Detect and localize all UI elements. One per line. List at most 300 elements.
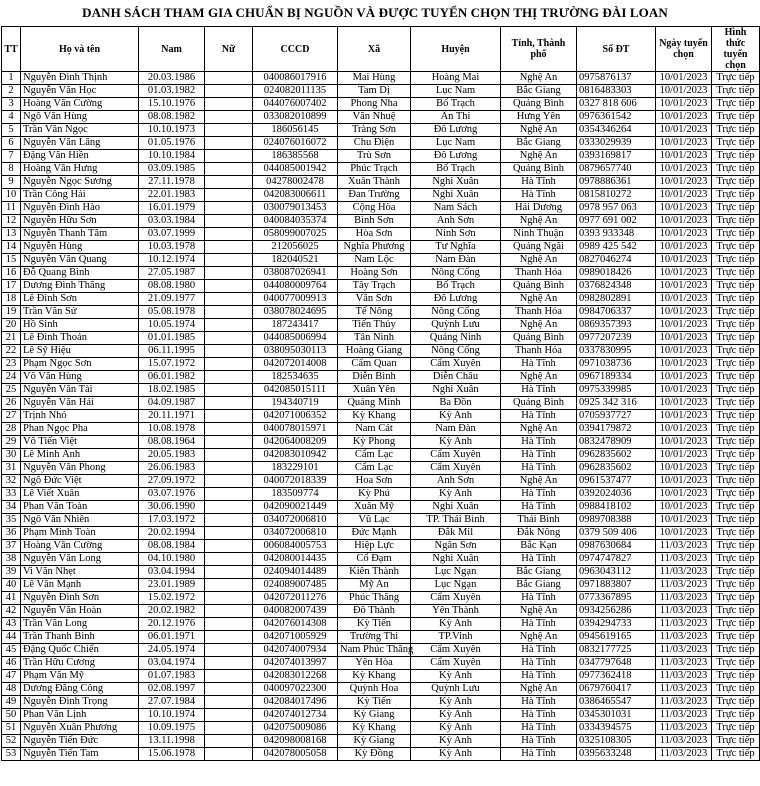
table-row xyxy=(2,501,760,514)
header-male: Nam xyxy=(139,27,205,72)
cell-phone: 0879657740 xyxy=(577,163,656,176)
cell-id-number: 040072018339 xyxy=(253,475,338,488)
cell-phone: 0961537477 xyxy=(577,475,656,488)
cell-id-number: 212056025 xyxy=(253,241,338,254)
table-row xyxy=(2,683,760,696)
cell-province: Nghệ An xyxy=(501,683,577,696)
cell-id-number: 038095030113 xyxy=(253,345,338,358)
cell-selection-method: Trực tiếp xyxy=(712,540,760,553)
table-row xyxy=(2,475,760,488)
cell-selection-date: 10/01/2023 xyxy=(656,423,712,436)
cell-phone: 0679760417 xyxy=(577,683,656,696)
cell-district: Yên Thành xyxy=(411,605,501,618)
cell-birthdate-female xyxy=(205,514,253,527)
cell-selection-date: 10/01/2023 xyxy=(656,254,712,267)
cell-selection-date: 10/01/2023 xyxy=(656,345,712,358)
table-row xyxy=(2,98,760,111)
cell-selection-date: 10/01/2023 xyxy=(656,189,712,202)
cell-selection-date: 10/01/2023 xyxy=(656,397,712,410)
cell-name: Trịnh Nhỏ xyxy=(21,410,139,423)
cell-birthdate-male: 27.09.1972 xyxy=(139,475,205,488)
cell-index: 37 xyxy=(2,540,21,553)
cell-name: Nguyễn Tiến Tam xyxy=(21,748,139,761)
cell-province: Bắc Giang xyxy=(501,85,577,98)
cell-phone: 0978 957 063 xyxy=(577,202,656,215)
cell-province: Nghệ An xyxy=(501,72,577,85)
cell-index: 27 xyxy=(2,410,21,423)
cell-commune: Quỳnh Hoa xyxy=(338,683,411,696)
cell-birthdate-male: 01.05.1976 xyxy=(139,137,205,150)
cell-index: 16 xyxy=(2,267,21,280)
cell-id-number: 042074012734 xyxy=(253,709,338,722)
cell-selection-date: 10/01/2023 xyxy=(656,449,712,462)
cell-district: Bố Trạch xyxy=(411,280,501,293)
cell-index: 10 xyxy=(2,189,21,202)
cell-selection-method: Trực tiếp xyxy=(712,553,760,566)
cell-selection-method: Trực tiếp xyxy=(712,150,760,163)
cell-district: Kỳ Anh xyxy=(411,618,501,631)
cell-district: Cẩm Xuyên xyxy=(411,462,501,475)
cell-selection-date: 10/01/2023 xyxy=(656,410,712,423)
cell-selection-date: 11/03/2023 xyxy=(656,722,712,735)
cell-id-number: 042090021449 xyxy=(253,501,338,514)
cell-id-number: 187243417 xyxy=(253,319,338,332)
cell-selection-method: Trực tiếp xyxy=(712,228,760,241)
cell-commune: Kỳ Đồng xyxy=(338,748,411,761)
cell-birthdate-male: 20.05.1983 xyxy=(139,449,205,462)
cell-index: 47 xyxy=(2,670,21,683)
cell-birthdate-male: 06.01.1982 xyxy=(139,371,205,384)
cell-index: 45 xyxy=(2,644,21,657)
cell-phone: 0987630684 xyxy=(577,540,656,553)
cell-index: 14 xyxy=(2,241,21,254)
cell-phone: 0827046274 xyxy=(577,254,656,267)
cell-index: 19 xyxy=(2,306,21,319)
table-row xyxy=(2,566,760,579)
cell-phone: 0869357393 xyxy=(577,319,656,332)
cell-commune: Kỳ Khang xyxy=(338,410,411,423)
cell-name: Nguyễn Văn Tài xyxy=(21,384,139,397)
cell-district: Ba Đồn xyxy=(411,397,501,410)
cell-selection-date: 10/01/2023 xyxy=(656,280,712,293)
cell-province: Đắk Nông xyxy=(501,527,577,540)
cell-province: Nghệ An xyxy=(501,475,577,488)
cell-province: Quảng Bình xyxy=(501,98,577,111)
cell-birthdate-female xyxy=(205,358,253,371)
cell-district: Kỳ Anh xyxy=(411,709,501,722)
cell-id-number: 042078005058 xyxy=(253,748,338,761)
cell-birthdate-female xyxy=(205,124,253,137)
cell-selection-method: Trực tiếp xyxy=(712,696,760,709)
cell-district: Đắk Mil xyxy=(411,527,501,540)
cell-phone: 0327 818 606 xyxy=(577,98,656,111)
cell-birthdate-male: 10.09.1975 xyxy=(139,722,205,735)
cell-birthdate-male: 10.10.1974 xyxy=(139,709,205,722)
cell-selection-method: Trực tiếp xyxy=(712,332,760,345)
cell-birthdate-female xyxy=(205,735,253,748)
cell-phone: 0989 425 542 xyxy=(577,241,656,254)
cell-phone: 0392024036 xyxy=(577,488,656,501)
cell-commune: Đan Trường xyxy=(338,189,411,202)
cell-selection-method: Trực tiếp xyxy=(712,605,760,618)
cell-id-number: 186056145 xyxy=(253,124,338,137)
cell-birthdate-male: 23.01.1989 xyxy=(139,579,205,592)
cell-province: Ninh Thuận xyxy=(501,228,577,241)
cell-commune: Nam Phúc Thăng xyxy=(338,644,411,657)
cell-birthdate-male: 08.08.1982 xyxy=(139,111,205,124)
cell-id-number: 042083006611 xyxy=(253,189,338,202)
cell-district: Nông Cống xyxy=(411,267,501,280)
cell-district: Kỳ Anh xyxy=(411,722,501,735)
cell-commune: Hòa Sơn xyxy=(338,228,411,241)
cell-index: 3 xyxy=(2,98,21,111)
header-method: Hình thức tuyển chọn xyxy=(712,27,760,72)
cell-district: Tư Nghĩa xyxy=(411,241,501,254)
cell-id-number: 182534635 xyxy=(253,371,338,384)
cell-selection-date: 10/01/2023 xyxy=(656,163,712,176)
table-row xyxy=(2,202,760,215)
cell-selection-method: Trực tiếp xyxy=(712,735,760,748)
cell-selection-method: Trực tiếp xyxy=(712,111,760,124)
table-row xyxy=(2,696,760,709)
cell-commune: Kỳ Phú xyxy=(338,488,411,501)
cell-selection-date: 10/01/2023 xyxy=(656,332,712,345)
cell-phone: 0816483303 xyxy=(577,85,656,98)
cell-id-number: 034072006810 xyxy=(253,527,338,540)
header-tt: TT xyxy=(2,27,21,72)
cell-birthdate-male: 02.08.1997 xyxy=(139,683,205,696)
cell-district: Nam Sách xyxy=(411,202,501,215)
cell-selection-method: Trực tiếp xyxy=(712,579,760,592)
cell-index: 48 xyxy=(2,683,21,696)
cell-selection-method: Trực tiếp xyxy=(712,202,760,215)
cell-selection-date: 10/01/2023 xyxy=(656,306,712,319)
header-district: Huyện xyxy=(411,27,501,72)
cell-selection-date: 11/03/2023 xyxy=(656,683,712,696)
cell-province: Thanh Hóa xyxy=(501,267,577,280)
cell-selection-date: 10/01/2023 xyxy=(656,202,712,215)
cell-province: Hà Tĩnh xyxy=(501,722,577,735)
cell-selection-method: Trực tiếp xyxy=(712,657,760,670)
table-row xyxy=(2,72,760,85)
cell-birthdate-female xyxy=(205,462,253,475)
table-row xyxy=(2,371,760,384)
cell-id-number: 040078015971 xyxy=(253,423,338,436)
cell-district: Kỳ Anh xyxy=(411,436,501,449)
cell-name: Lê Sỹ Hiệu xyxy=(21,345,139,358)
cell-phone: 0977 691 002 xyxy=(577,215,656,228)
cell-selection-date: 10/01/2023 xyxy=(656,111,712,124)
cell-province: Hà Tĩnh xyxy=(501,462,577,475)
cell-phone: 0971883807 xyxy=(577,579,656,592)
cell-selection-method: Trực tiếp xyxy=(712,670,760,683)
cell-id-number: 024082011135 xyxy=(253,85,338,98)
cell-district: Nghi Xuân xyxy=(411,176,501,189)
cell-district: Lục Ngạn xyxy=(411,579,501,592)
cell-birthdate-female xyxy=(205,345,253,358)
cell-province: Quảng Bình xyxy=(501,332,577,345)
cell-district: Nghi Xuân xyxy=(411,553,501,566)
table-row xyxy=(2,358,760,371)
cell-selection-method: Trực tiếp xyxy=(712,85,760,98)
cell-birthdate-male: 26.06.1983 xyxy=(139,462,205,475)
cell-index: 22 xyxy=(2,345,21,358)
cell-selection-date: 11/03/2023 xyxy=(656,605,712,618)
cell-selection-date: 10/01/2023 xyxy=(656,241,712,254)
cell-name: Nguyễn Văn Long xyxy=(21,553,139,566)
cell-name: Nguyễn Văn Quang xyxy=(21,254,139,267)
cell-selection-date: 10/01/2023 xyxy=(656,176,712,189)
cell-district: Cẩm Xuyên xyxy=(411,657,501,670)
cell-name: Nguyễn Đình Trọng xyxy=(21,696,139,709)
cell-index: 46 xyxy=(2,657,21,670)
cell-index: 50 xyxy=(2,709,21,722)
cell-selection-date: 10/01/2023 xyxy=(656,358,712,371)
table-row xyxy=(2,592,760,605)
cell-province: Hà Tĩnh xyxy=(501,592,577,605)
cell-selection-date: 10/01/2023 xyxy=(656,267,712,280)
cell-phone: 0705937727 xyxy=(577,410,656,423)
cell-commune: Kỳ Tiến xyxy=(338,696,411,709)
cell-selection-method: Trực tiếp xyxy=(712,566,760,579)
cell-index: 23 xyxy=(2,358,21,371)
cell-phone: 0832478909 xyxy=(577,436,656,449)
cell-commune: Xuân Thành xyxy=(338,176,411,189)
cell-province: Hà Tĩnh xyxy=(501,488,577,501)
cell-commune: Nam Cát xyxy=(338,423,411,436)
table-row xyxy=(2,241,760,254)
cell-phone: 0393 933348 xyxy=(577,228,656,241)
cell-province: Nghệ An xyxy=(501,215,577,228)
cell-id-number: 042071005929 xyxy=(253,631,338,644)
cell-id-number: 042074007934 xyxy=(253,644,338,657)
cell-name: Trần Văn Sử xyxy=(21,306,139,319)
cell-index: 18 xyxy=(2,293,21,306)
cell-id-number: 042084017496 xyxy=(253,696,338,709)
cell-id-number: 194340719 xyxy=(253,397,338,410)
cell-id-number: 040097022300 xyxy=(253,683,338,696)
cell-id-number: 042085015111 xyxy=(253,384,338,397)
cell-birthdate-male: 20.12.1976 xyxy=(139,618,205,631)
cell-commune: Cẩm Lạc xyxy=(338,462,411,475)
cell-district: Kỳ Anh xyxy=(411,670,501,683)
cell-name: Trần Hữu Cương xyxy=(21,657,139,670)
cell-birthdate-female xyxy=(205,189,253,202)
cell-index: 32 xyxy=(2,475,21,488)
cell-selection-date: 11/03/2023 xyxy=(656,735,712,748)
cell-birthdate-female xyxy=(205,254,253,267)
cell-district: Kỳ Anh xyxy=(411,410,501,423)
cell-phone: 0976361542 xyxy=(577,111,656,124)
cell-name: Ngô Văn Hùng xyxy=(21,111,139,124)
cell-commune: Đô Thành xyxy=(338,605,411,618)
cell-birthdate-male: 21.09.1977 xyxy=(139,293,205,306)
cell-name: Nguyễn Đình Thịnh xyxy=(21,72,139,85)
cell-province: Nghệ An xyxy=(501,631,577,644)
cell-index: 40 xyxy=(2,579,21,592)
cell-selection-date: 10/01/2023 xyxy=(656,475,712,488)
cell-district: Anh Sơn xyxy=(411,475,501,488)
cell-commune: Kỳ Tiến xyxy=(338,618,411,631)
cell-selection-date: 11/03/2023 xyxy=(656,748,712,761)
cell-birthdate-female xyxy=(205,293,253,306)
cell-birthdate-male: 15.06.1978 xyxy=(139,748,205,761)
cell-birthdate-female xyxy=(205,306,253,319)
cell-birthdate-male: 04.10.1980 xyxy=(139,553,205,566)
cell-index: 44 xyxy=(2,631,21,644)
cell-birthdate-male: 15.02.1972 xyxy=(139,592,205,605)
cell-birthdate-female xyxy=(205,111,253,124)
cell-selection-date: 11/03/2023 xyxy=(656,644,712,657)
table-row xyxy=(2,579,760,592)
table-row xyxy=(2,85,760,98)
cell-selection-date: 10/01/2023 xyxy=(656,371,712,384)
cell-commune: Tam Dị xyxy=(338,85,411,98)
cell-selection-date: 11/03/2023 xyxy=(656,670,712,683)
cell-birthdate-male: 27.07.1984 xyxy=(139,696,205,709)
cell-name: Đỗ Quang Bình xyxy=(21,267,139,280)
table-row xyxy=(2,228,760,241)
cell-commune: Mai Hùng xyxy=(338,72,411,85)
cell-selection-date: 10/01/2023 xyxy=(656,98,712,111)
cell-province: Bắc Giang xyxy=(501,137,577,150)
table-row xyxy=(2,176,760,189)
cell-phone: 0337830995 xyxy=(577,345,656,358)
cell-id-number: 030079013453 xyxy=(253,202,338,215)
cell-id-number: 044080009764 xyxy=(253,280,338,293)
cell-index: 42 xyxy=(2,605,21,618)
cell-id-number: 042080014435 xyxy=(253,553,338,566)
table-row xyxy=(2,306,760,319)
cell-name: Nguyễn Văn Hoàn xyxy=(21,605,139,618)
table-row xyxy=(2,111,760,124)
cell-birthdate-male: 01.07.1983 xyxy=(139,670,205,683)
cell-id-number: 183509774 xyxy=(253,488,338,501)
cell-birthdate-female xyxy=(205,618,253,631)
cell-selection-method: Trực tiếp xyxy=(712,371,760,384)
cell-id-number: 006084005753 xyxy=(253,540,338,553)
document-title: DANH SÁCH THAM GIA CHUẨN BỊ NGUỒN VÀ ĐƯỢC TUYỂN CHỌN THỊ TRƯỜNG ĐÀI LOAN xyxy=(82,5,668,20)
cell-birthdate-female xyxy=(205,605,253,618)
cell-commune: Trường Thi xyxy=(338,631,411,644)
cell-district: Đô Lương xyxy=(411,124,501,137)
cell-district: Hoàng Mai xyxy=(411,72,501,85)
cell-phone: 0925 342 316 xyxy=(577,397,656,410)
table-row xyxy=(2,436,760,449)
cell-index: 21 xyxy=(2,332,21,345)
cell-id-number: 042072011276 xyxy=(253,592,338,605)
cell-index: 30 xyxy=(2,449,21,462)
cell-commune: Nam Lộc xyxy=(338,254,411,267)
cell-index: 8 xyxy=(2,163,21,176)
cell-selection-method: Trực tiếp xyxy=(712,514,760,527)
table-row xyxy=(2,423,760,436)
cell-id-number: 044085006994 xyxy=(253,332,338,345)
cell-name: Đặng Văn Hiền xyxy=(21,150,139,163)
cell-commune: Tây Trạch xyxy=(338,280,411,293)
cell-selection-date: 11/03/2023 xyxy=(656,579,712,592)
cell-name: Phạm Ngọc Sơn xyxy=(21,358,139,371)
cell-index: 52 xyxy=(2,735,21,748)
cell-id-number: 040084035374 xyxy=(253,215,338,228)
cell-name: Nguyễn Thanh Tâm xyxy=(21,228,139,241)
cell-province: Quảng Bình xyxy=(501,397,577,410)
cell-birthdate-female xyxy=(205,423,253,436)
cell-commune: Đức Mạnh xyxy=(338,527,411,540)
cell-selection-date: 11/03/2023 xyxy=(656,553,712,566)
cell-birthdate-male: 17.03.1972 xyxy=(139,514,205,527)
cell-district: Bố Trạch xyxy=(411,98,501,111)
cell-selection-method: Trực tiếp xyxy=(712,254,760,267)
cell-province: Hà Tĩnh xyxy=(501,436,577,449)
cell-birthdate-female xyxy=(205,657,253,670)
cell-province: Thanh Hóa xyxy=(501,306,577,319)
cell-birthdate-male: 10.10.1973 xyxy=(139,124,205,137)
cell-district: Quỳnh Lưu xyxy=(411,319,501,332)
cell-district: Ngân Sơn xyxy=(411,540,501,553)
cell-id-number: 058099007025 xyxy=(253,228,338,241)
cell-name: Nguyễn Hữu Sơn xyxy=(21,215,139,228)
cell-selection-date: 11/03/2023 xyxy=(656,618,712,631)
cell-birthdate-female xyxy=(205,176,253,189)
table-row xyxy=(2,657,760,670)
cell-selection-method: Trực tiếp xyxy=(712,423,760,436)
cell-id-number: 042098008168 xyxy=(253,735,338,748)
cell-birthdate-female xyxy=(205,579,253,592)
cell-birthdate-female xyxy=(205,748,253,761)
cell-province: Hưng Yên xyxy=(501,111,577,124)
table-row xyxy=(2,254,760,267)
cell-province: Nghệ An xyxy=(501,605,577,618)
cell-commune: Phong Nha xyxy=(338,98,411,111)
cell-name: Dương Đăng Công xyxy=(21,683,139,696)
cell-district: Anh Sơn xyxy=(411,215,501,228)
cell-selection-method: Trực tiếp xyxy=(712,293,760,306)
cell-selection-date: 10/01/2023 xyxy=(656,488,712,501)
cell-selection-method: Trực tiếp xyxy=(712,137,760,150)
cell-index: 1 xyxy=(2,72,21,85)
cell-province: Quảng Bình xyxy=(501,163,577,176)
cell-name: Nguyễn Văn Lăng xyxy=(21,137,139,150)
cell-selection-date: 10/01/2023 xyxy=(656,85,712,98)
cell-birthdate-female xyxy=(205,436,253,449)
cell-district: Nam Đàn xyxy=(411,254,501,267)
cell-id-number: 034072006810 xyxy=(253,514,338,527)
cell-index: 20 xyxy=(2,319,21,332)
cell-province: Hà Tĩnh xyxy=(501,189,577,202)
cell-selection-method: Trực tiếp xyxy=(712,722,760,735)
table-row xyxy=(2,735,760,748)
cell-id-number: 040086017916 xyxy=(253,72,338,85)
cell-birthdate-male: 05.08.1978 xyxy=(139,306,205,319)
cell-birthdate-female xyxy=(205,202,253,215)
cell-birthdate-female xyxy=(205,644,253,657)
cell-district: Bố Trạch xyxy=(411,163,501,176)
cell-index: 29 xyxy=(2,436,21,449)
cell-province: Hà Tĩnh xyxy=(501,709,577,722)
cell-index: 43 xyxy=(2,618,21,631)
cell-selection-method: Trực tiếp xyxy=(712,436,760,449)
cell-name: Phan Văn Toàn xyxy=(21,501,139,514)
cell-birthdate-female xyxy=(205,410,253,423)
cell-selection-method: Trực tiếp xyxy=(712,319,760,332)
cell-birthdate-male: 03.07.1999 xyxy=(139,228,205,241)
cell-province: Hà Tĩnh xyxy=(501,670,577,683)
cell-birthdate-female xyxy=(205,228,253,241)
table-row xyxy=(2,215,760,228)
cell-birthdate-female xyxy=(205,670,253,683)
cell-district: Kỳ Anh xyxy=(411,748,501,761)
